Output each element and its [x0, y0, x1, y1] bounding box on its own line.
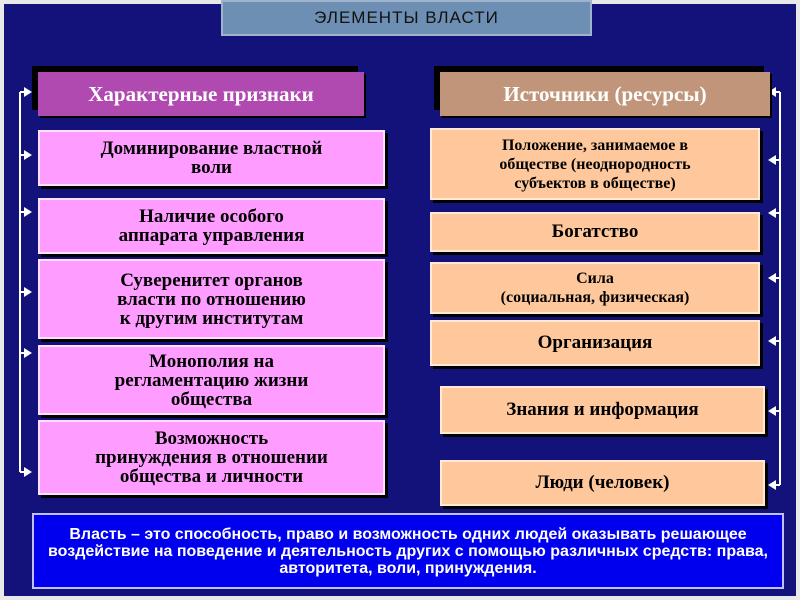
- right-arrowhead: [768, 336, 776, 346]
- left-arrowhead: [24, 87, 32, 97]
- source-box: Богатство: [430, 212, 760, 252]
- left-arrowhead: [24, 150, 32, 160]
- definition-box: Власть – это способность, право и возможность одних людей оказывать решающее воздействие на поведение и деятельность других с помощью различных средств: права, авторитета, воли, принуждения.: [32, 513, 784, 589]
- source-box: Люди (человек): [440, 460, 765, 506]
- source-box: Организация: [430, 320, 760, 366]
- feature-box: Суверенитет органов власти по отношению к другим институтам: [38, 259, 385, 339]
- right-arrowhead: [768, 273, 776, 283]
- right-arrowhead: [768, 155, 776, 165]
- feature-box: Доминирование властной воли: [38, 130, 385, 186]
- source-box: Сила (социальная, физическая): [430, 262, 760, 314]
- left-column-heading: Характерные признаки: [38, 72, 364, 116]
- right-arrowhead: [768, 480, 776, 490]
- feature-box: Возможность принуждения в отношении общества и личности: [38, 420, 385, 495]
- right-arrowhead: [768, 406, 776, 416]
- source-box: Положение, занимаемое в обществе (неоднородность субъектов в обществе): [430, 128, 760, 200]
- right-arrowhead: [768, 208, 776, 218]
- left-arrowhead: [24, 287, 32, 297]
- right-column-heading: Источники (ресурсы): [440, 72, 770, 116]
- feature-box: Наличие особого аппарата управления: [38, 198, 385, 254]
- feature-box: Монополия на регламентацию жизни общества: [38, 345, 385, 415]
- left-arrowhead: [24, 207, 32, 217]
- source-box: Знания и информация: [440, 386, 765, 434]
- left-arrowhead: [24, 467, 32, 477]
- left-arrowhead: [24, 348, 32, 358]
- diagram-title: ЭЛЕМЕНТЫ ВЛАСТИ: [221, 0, 592, 36]
